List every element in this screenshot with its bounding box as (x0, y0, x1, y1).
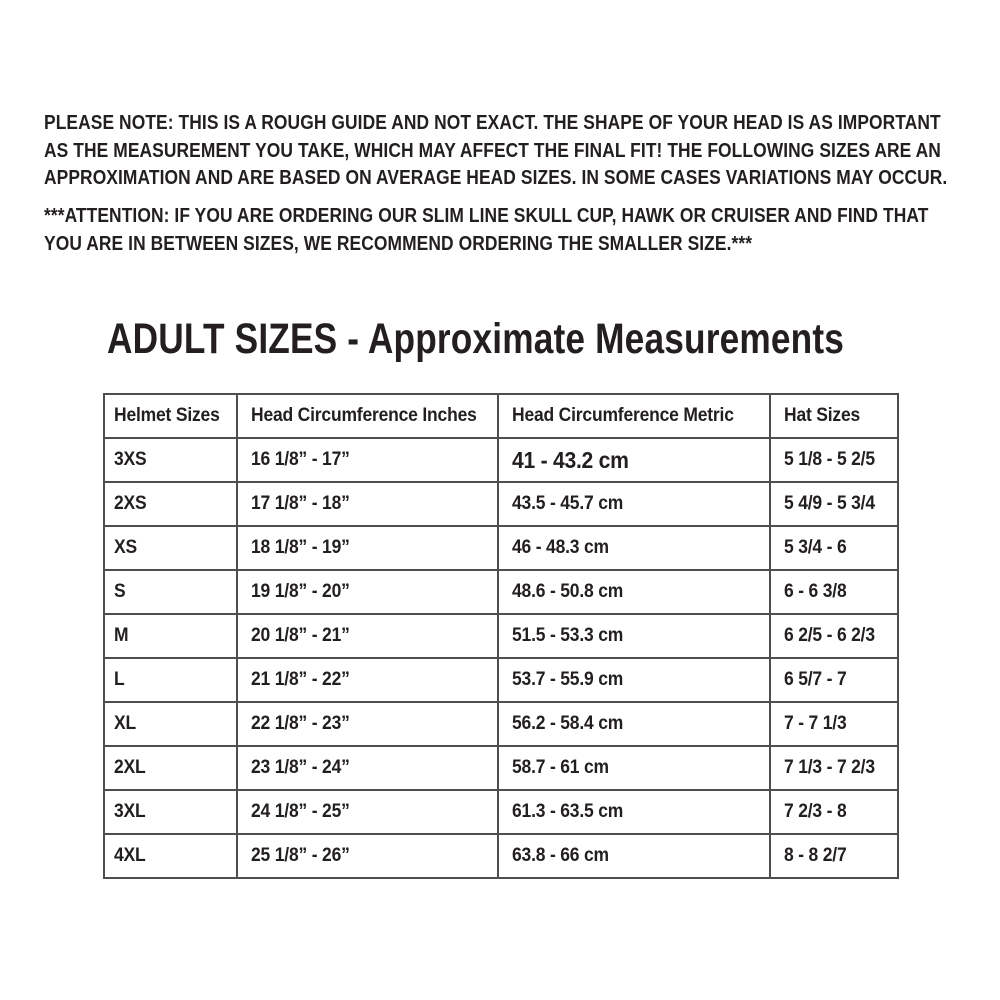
cell-helmet-size (104, 526, 237, 570)
cell-helmet-size (104, 790, 237, 834)
cell-text: 8 - 8 2/7 (784, 845, 847, 866)
header-text: Head Circumference Inches (251, 405, 477, 426)
cell-metric (498, 834, 770, 878)
cell-hat-size (770, 834, 898, 878)
cell-text: 58.7 - 61 cm (512, 757, 609, 778)
cell-text: 20 1/8” - 21” (251, 625, 350, 646)
cell-text: 22 1/8” - 23” (251, 713, 350, 734)
cell-inches (237, 658, 498, 702)
size-table (103, 393, 899, 879)
cell-metric (498, 482, 770, 526)
cell-inches (237, 790, 498, 834)
cell-text: 56.2 - 58.4 cm (512, 713, 624, 734)
cell-text: 51.5 - 53.3 cm (512, 625, 624, 646)
header-text: Helmet Sizes (114, 405, 220, 426)
cell-helmet-size (104, 834, 237, 878)
cell-helmet-size (104, 438, 237, 482)
column-header-helmet-sizes (104, 394, 237, 438)
cell-text: 2XL (114, 757, 146, 778)
cell-text: 24 1/8” - 25” (251, 801, 350, 822)
table-row (104, 834, 898, 878)
table-row (104, 482, 898, 526)
cell-text: 19 1/8” - 20” (251, 581, 350, 602)
table-row (104, 570, 898, 614)
cell-text: 7 1/3 - 7 2/3 (784, 757, 875, 778)
cell-helmet-size (104, 482, 237, 526)
cell-text: 3XL (114, 801, 146, 822)
cell-helmet-size (104, 570, 237, 614)
table-header-row (104, 394, 898, 438)
cell-text: 17 1/8” - 18” (251, 493, 350, 514)
cell-inches (237, 570, 498, 614)
cell-metric (498, 790, 770, 834)
cell-hat-size (770, 570, 898, 614)
cell-text: 46 - 48.3 cm (512, 537, 609, 558)
cell-text: 7 2/3 - 8 (784, 801, 847, 822)
cell-text: 18 1/8” - 19” (251, 537, 350, 558)
cell-text: 7 - 7 1/3 (784, 713, 847, 734)
cell-helmet-size (104, 702, 237, 746)
cell-text: 41 - 43.2 cm (512, 446, 629, 473)
cell-text: 6 - 6 3/8 (784, 581, 847, 602)
attention-paragraph (44, 203, 928, 258)
table-row (104, 526, 898, 570)
note-line: AS THE MEASUREMENT YOU TAKE, WHICH MAY AFFECT THE FINAL FIT! THE FOLLOWING SIZES ARE AN (44, 139, 941, 162)
cell-metric (498, 702, 770, 746)
header-text: Head Circumference Metric (512, 405, 734, 426)
cell-text: XL (114, 713, 136, 734)
cell-text: 5 1/8 - 5 2/5 (784, 449, 875, 470)
cell-metric (498, 614, 770, 658)
attention-line: ***ATTENTION: IF YOU ARE ORDERING OUR SLIM LINE SKULL CUP, HAWK OR CRUISER AND FIND THAT (44, 205, 929, 227)
cell-text: 48.6 - 50.8 cm (512, 581, 624, 602)
cell-metric (498, 746, 770, 790)
cell-text: 6 2/5 - 6 2/3 (784, 625, 875, 646)
header-text: Hat Sizes (784, 405, 861, 426)
table-row (104, 702, 898, 746)
cell-text: 23 1/8” - 24” (251, 757, 350, 778)
cell-text: 21 1/8” - 22” (251, 669, 350, 690)
cell-hat-size (770, 482, 898, 526)
cell-inches (237, 834, 498, 878)
cell-text: 5 4/9 - 5 3/4 (784, 493, 875, 514)
cell-inches (237, 702, 498, 746)
cell-metric (498, 570, 770, 614)
cell-text: 2XS (114, 493, 147, 514)
cell-text: 3XS (114, 449, 147, 470)
cell-text: XS (114, 537, 137, 558)
cell-inches (237, 746, 498, 790)
cell-inches (237, 526, 498, 570)
note-line: APPROXIMATION AND ARE BASED ON AVERAGE HEAD SIZES. IN SOME CASES VARIATIONS MAY OCCUR. (44, 167, 948, 189)
table-row (104, 438, 898, 482)
cell-text: 4XL (114, 845, 146, 866)
column-header-circumference-metric (498, 394, 770, 438)
cell-hat-size (770, 746, 898, 790)
cell-helmet-size (104, 658, 237, 702)
cell-inches (237, 614, 498, 658)
cell-hat-size (770, 702, 898, 746)
cell-text: 43.5 - 45.7 cm (512, 493, 624, 514)
cell-hat-size (770, 658, 898, 702)
note-paragraph (44, 110, 947, 193)
cell-hat-size (770, 438, 898, 482)
cell-text: 16 1/8” - 17” (251, 449, 350, 470)
attention-line: YOU ARE IN BETWEEN SIZES, WE RECOMMEND ORDERING THE SMALLER SIZE.*** (44, 232, 753, 255)
table-row (104, 658, 898, 702)
cell-text: L (114, 669, 125, 690)
table-row (104, 790, 898, 834)
cell-inches (237, 438, 498, 482)
cell-metric (498, 658, 770, 702)
cell-inches (237, 482, 498, 526)
column-header-hat-sizes (770, 394, 898, 438)
cell-text: 25 1/8” - 26” (251, 845, 350, 866)
cell-hat-size (770, 790, 898, 834)
cell-helmet-size (104, 746, 237, 790)
cell-text: M (114, 625, 129, 646)
cell-text: 63.8 - 66 cm (512, 845, 609, 866)
cell-text: 5 3/4 - 6 (784, 537, 847, 558)
cell-hat-size (770, 526, 898, 570)
cell-hat-size (770, 614, 898, 658)
column-header-circumference-inches (237, 394, 498, 438)
cell-text: 53.7 - 55.9 cm (512, 669, 624, 690)
cell-metric (498, 438, 770, 482)
cell-text: S (114, 581, 126, 602)
cell-metric (498, 526, 770, 570)
table-row (104, 614, 898, 658)
note-line: PLEASE NOTE: THIS IS A ROUGH GUIDE AND NOT EXACT. THE SHAPE OF YOUR HEAD IS AS IMPORTANT (44, 112, 941, 134)
page-title: ADULT SIZES - Approximate Measurements (107, 315, 845, 363)
cell-helmet-size (104, 614, 237, 658)
cell-text: 61.3 - 63.5 cm (512, 801, 624, 822)
table-row (104, 746, 898, 790)
cell-text: 6 5/7 - 7 (784, 669, 847, 690)
